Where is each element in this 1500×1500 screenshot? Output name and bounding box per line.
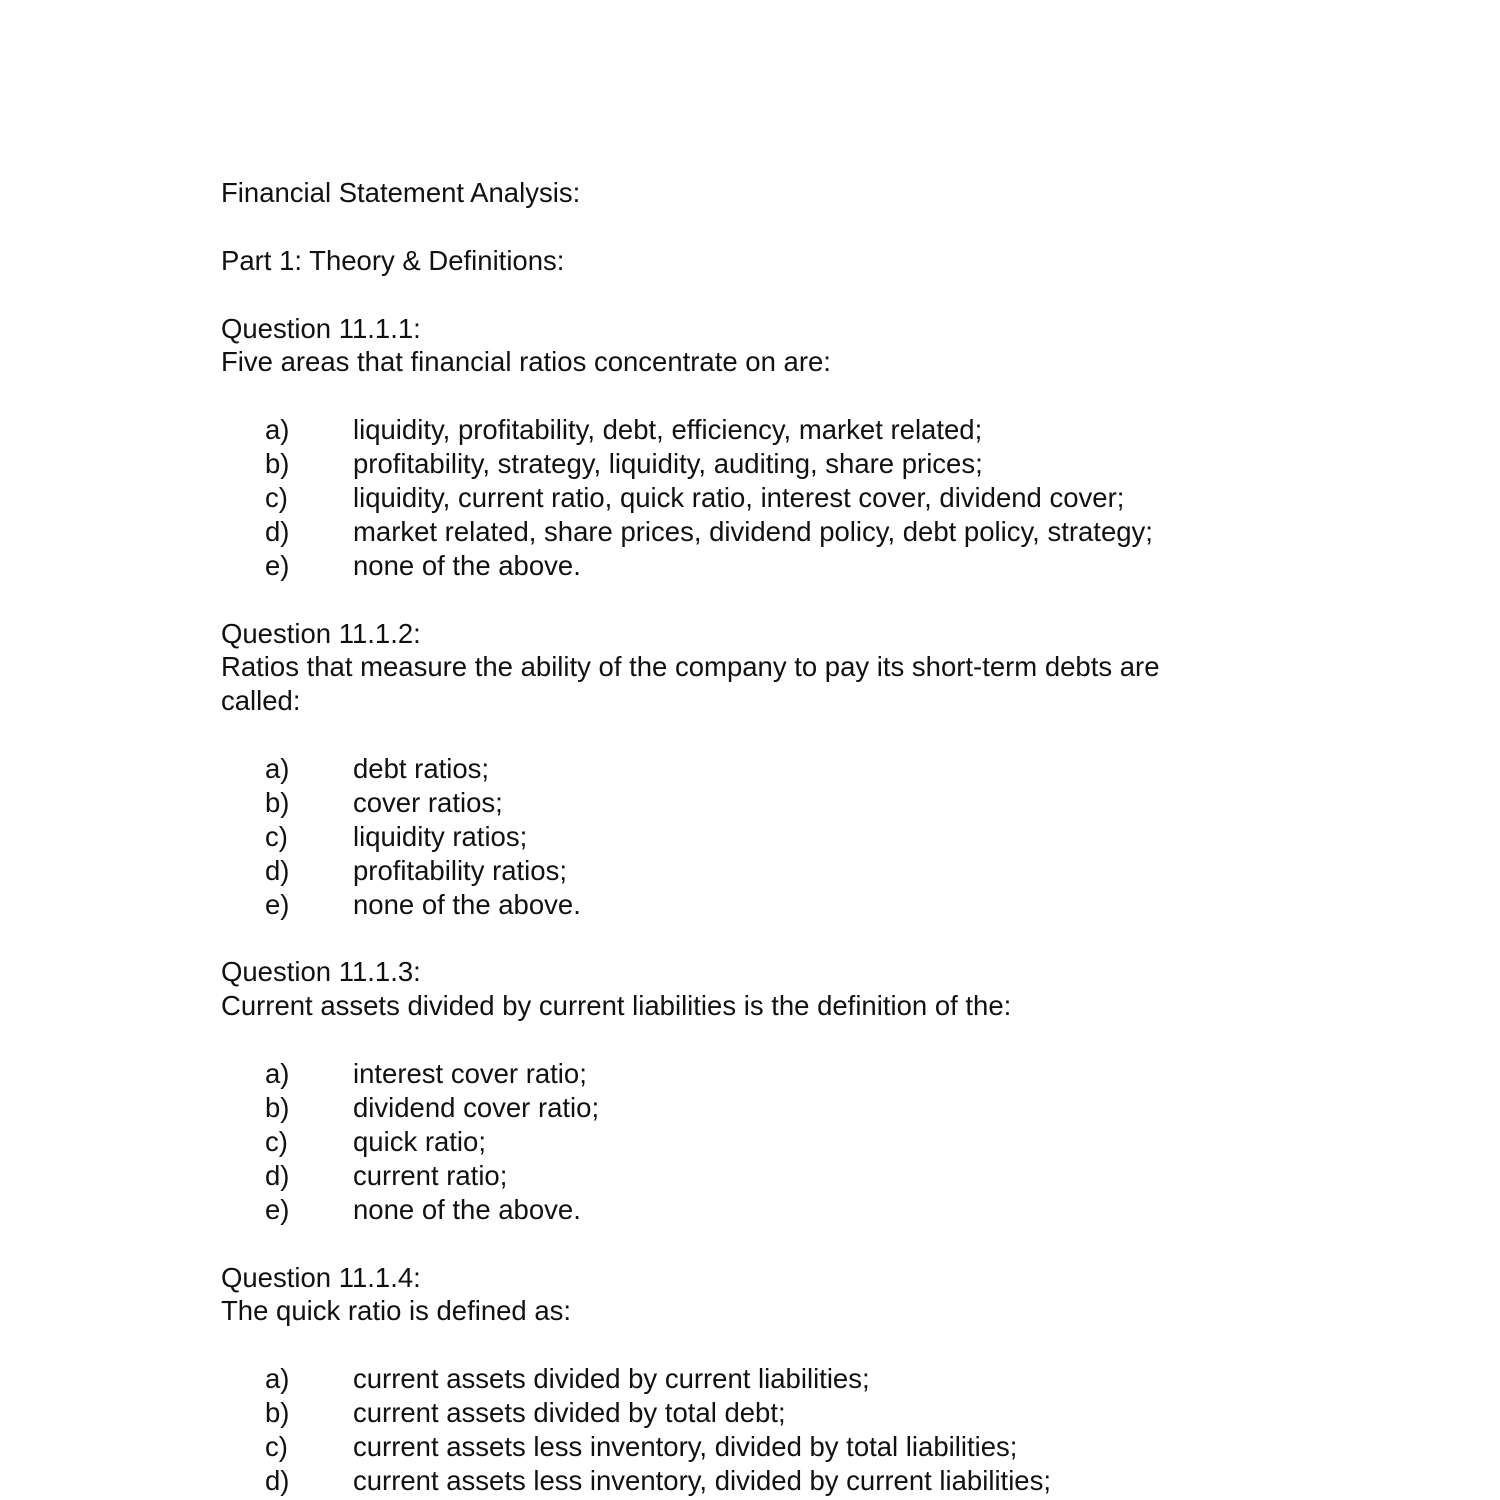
answer-option — [221, 1396, 1321, 1430]
question-prompt: Current assets divided by current liabilities is the definition of the: — [221, 990, 1012, 1022]
spacer — [221, 922, 1321, 956]
option-text: market related, share prices, dividend policy, debt policy, strategy; — [353, 515, 1153, 547]
question-heading: Question 11.1.1: — [221, 312, 421, 344]
spacer — [221, 583, 1321, 617]
option-text: current ratio; — [353, 1159, 508, 1191]
answer-option — [221, 752, 1321, 786]
option-text: quick ratio; — [353, 1125, 486, 1157]
option-label: c) — [265, 1125, 288, 1157]
option-text: dividend cover ratio; — [353, 1092, 600, 1124]
option-label: e) — [265, 1193, 290, 1225]
option-label: d) — [265, 515, 290, 547]
answer-option — [221, 413, 1321, 447]
option-label: b) — [265, 1397, 290, 1429]
option-text: none of the above. — [353, 1193, 581, 1225]
option-label: a) — [265, 753, 290, 785]
answer-option — [221, 1430, 1321, 1464]
spacer — [221, 278, 1321, 312]
answer-option — [221, 1159, 1321, 1193]
question-prompt: Five areas that financial ratios concentrate on are: — [221, 346, 831, 378]
answer-option — [221, 854, 1321, 888]
document-title: Financial Statement Analysis: — [221, 177, 581, 208]
option-text: debt ratios; — [353, 753, 490, 785]
option-label: c) — [265, 820, 288, 852]
option-label: a) — [265, 1058, 290, 1090]
option-text: cover ratios; — [353, 787, 503, 819]
option-text: current assets divided by current liabilities; — [353, 1363, 870, 1395]
question-block — [221, 583, 1321, 922]
spacer — [221, 1023, 1321, 1057]
question-block — [221, 922, 1321, 1227]
option-label: d) — [265, 1159, 290, 1191]
question-heading: Question 11.1.3: — [221, 956, 421, 988]
option-text: interest cover ratio; — [353, 1058, 587, 1090]
question-heading: Question 11.1.4: — [221, 1261, 421, 1293]
option-label: b) — [265, 448, 290, 480]
answer-option — [221, 820, 1321, 854]
option-text: profitability ratios; — [353, 854, 567, 886]
answer-option — [221, 786, 1321, 820]
questions-list — [221, 278, 1321, 1498]
spacer — [221, 210, 1321, 244]
option-label: a) — [265, 414, 290, 446]
option-text: current assets less inventory, divided by total liabilities; — [353, 1430, 1018, 1462]
question-prompt: called: — [221, 685, 301, 717]
answer-option — [221, 1057, 1321, 1091]
option-text: profitability, strategy, liquidity, auditing, share prices; — [353, 448, 983, 480]
document-page — [221, 176, 1321, 1498]
question-heading: Question 11.1.2: — [221, 617, 421, 649]
option-text: current assets divided by total debt; — [353, 1397, 786, 1429]
option-text: liquidity, current ratio, quick ratio, interest cover, dividend cover; — [353, 482, 1125, 514]
spacer — [221, 1227, 1321, 1261]
question-block — [221, 278, 1321, 583]
answer-option — [221, 1464, 1321, 1498]
spacer — [221, 379, 1321, 413]
answer-option — [221, 447, 1321, 481]
answer-option — [221, 1125, 1321, 1159]
question-block — [221, 1227, 1321, 1498]
option-label: a) — [265, 1363, 290, 1395]
option-label: b) — [265, 1092, 290, 1124]
part-heading: Part 1: Theory & Definitions: — [221, 244, 565, 276]
answer-option — [221, 1193, 1321, 1227]
option-text: current assets less inventory, divided by current liabilities; — [353, 1464, 1051, 1496]
option-text: none of the above. — [353, 549, 581, 581]
answer-option — [221, 481, 1321, 515]
spacer — [221, 718, 1321, 752]
option-text: liquidity ratios; — [353, 820, 528, 852]
option-text: liquidity, profitability, debt, efficiency, market related; — [353, 414, 983, 446]
answer-option — [221, 888, 1321, 922]
answer-option — [221, 549, 1321, 583]
spacer — [221, 1328, 1321, 1362]
question-prompt: Ratios that measure the ability of the company to pay its short-term debts are — [221, 651, 1160, 683]
answer-option — [221, 515, 1321, 549]
option-text: none of the above. — [353, 888, 581, 920]
answer-option — [221, 1362, 1321, 1396]
option-label: c) — [265, 482, 288, 514]
option-label: d) — [265, 1464, 290, 1496]
option-label: d) — [265, 854, 290, 886]
answer-option — [221, 1091, 1321, 1125]
option-label: e) — [265, 888, 290, 920]
question-prompt: The quick ratio is defined as: — [221, 1295, 572, 1327]
option-label: b) — [265, 787, 290, 819]
option-label: e) — [265, 549, 290, 581]
option-label: c) — [265, 1430, 288, 1462]
